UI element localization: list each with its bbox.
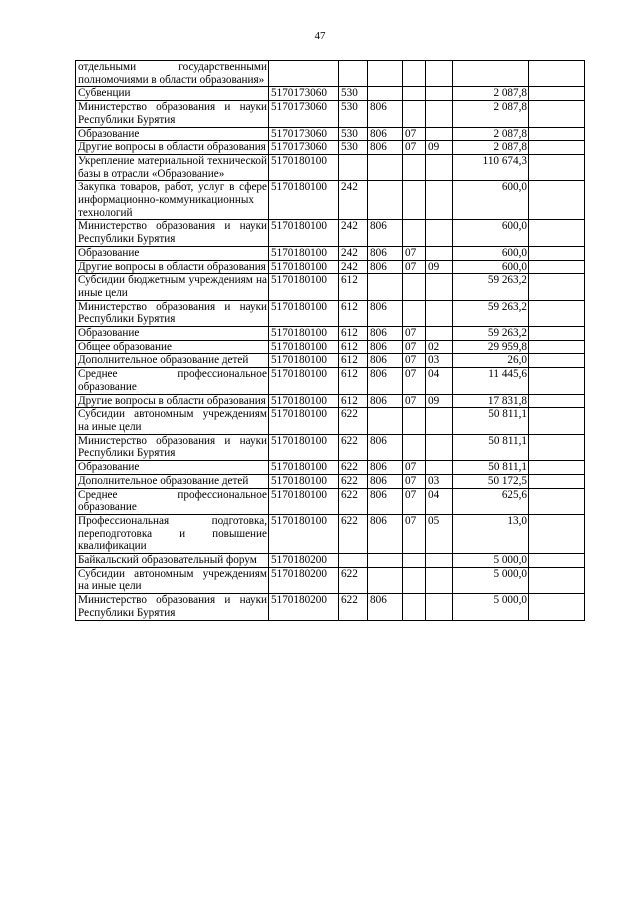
row-csr-cell: 5170180100 (269, 300, 339, 326)
row-extra-cell (529, 554, 585, 568)
row-amount-cell: 50 811,1 (453, 461, 529, 475)
row-amount-cell: 5 000,0 (453, 567, 529, 593)
row-grbs-cell: 806 (368, 141, 403, 155)
row-vr-cell: 622 (339, 434, 368, 460)
row-amount-cell: 110 674,3 (453, 154, 529, 180)
table-row (76, 461, 585, 475)
row-pr-cell: 02 (426, 340, 453, 354)
row-amount-cell: 59 263,2 (453, 327, 529, 341)
row-vr-cell: 612 (339, 300, 368, 326)
row-pr-cell: 09 (426, 141, 453, 155)
row-vr-cell: 622 (339, 474, 368, 488)
row-grbs-cell: 806 (368, 474, 403, 488)
table-row (76, 101, 585, 127)
row-name-cell: Субсидии автономным учреждениям на иные цели (76, 408, 269, 434)
table-row (76, 220, 585, 246)
table-row (76, 488, 585, 514)
row-vr-cell: 622 (339, 514, 368, 553)
row-extra-cell (529, 567, 585, 593)
row-vr-cell: 242 (339, 246, 368, 260)
row-extra-cell (529, 246, 585, 260)
row-vr-cell: 530 (339, 141, 368, 155)
row-csr-cell (269, 61, 339, 87)
row-rz-cell (403, 154, 426, 180)
row-csr-cell: 5170180100 (269, 340, 339, 354)
row-csr-cell: 5170180200 (269, 567, 339, 593)
row-pr-cell: 09 (426, 394, 453, 408)
table-row (76, 354, 585, 368)
row-rz-cell: 07 (403, 488, 426, 514)
row-extra-cell (529, 474, 585, 488)
row-rz-cell: 07 (403, 394, 426, 408)
row-vr-cell (339, 154, 368, 180)
row-vr-cell: 622 (339, 461, 368, 475)
row-amount-cell: 2 087,8 (453, 127, 529, 141)
row-pr-cell (426, 246, 453, 260)
row-name-cell: Субсидии бюджетным учреждениям на иные цели (76, 274, 269, 300)
row-grbs-cell (368, 567, 403, 593)
row-rz-cell: 07 (403, 354, 426, 368)
row-extra-cell (529, 461, 585, 475)
row-grbs-cell (368, 408, 403, 434)
row-pr-cell (426, 154, 453, 180)
row-csr-cell: 5170173060 (269, 87, 339, 101)
table-body (76, 61, 585, 621)
table-row (76, 514, 585, 553)
row-pr-cell (426, 327, 453, 341)
table-row (76, 368, 585, 394)
row-grbs-cell: 806 (368, 220, 403, 246)
row-amount-cell: 600,0 (453, 246, 529, 260)
row-pr-cell (426, 220, 453, 246)
row-name-cell: отдельными государственными полномочиями в области образования» (76, 61, 269, 87)
row-amount-cell: 50 811,1 (453, 434, 529, 460)
row-vr-cell: 530 (339, 127, 368, 141)
row-pr-cell (426, 127, 453, 141)
row-extra-cell (529, 87, 585, 101)
row-rz-cell (403, 87, 426, 101)
row-vr-cell: 242 (339, 260, 368, 274)
row-rz-cell (403, 594, 426, 620)
row-pr-cell: 04 (426, 368, 453, 394)
row-grbs-cell: 806 (368, 260, 403, 274)
row-name-cell: Общее образование (76, 340, 269, 354)
table-row (76, 327, 585, 341)
row-amount-cell: 2 087,8 (453, 141, 529, 155)
row-grbs-cell: 806 (368, 246, 403, 260)
row-extra-cell (529, 368, 585, 394)
row-vr-cell: 622 (339, 488, 368, 514)
row-grbs-cell (368, 181, 403, 220)
row-amount-cell: 50 172,5 (453, 474, 529, 488)
row-vr-cell (339, 61, 368, 87)
row-amount-cell: 600,0 (453, 260, 529, 274)
row-name-cell: Другие вопросы в области образования (76, 141, 269, 155)
table-row (76, 300, 585, 326)
row-rz-cell (403, 434, 426, 460)
row-rz-cell (403, 220, 426, 246)
row-pr-cell (426, 461, 453, 475)
row-extra-cell (529, 274, 585, 300)
table-row (76, 246, 585, 260)
row-extra-cell (529, 488, 585, 514)
table-row (76, 61, 585, 87)
row-amount-cell: 625,6 (453, 488, 529, 514)
row-rz-cell: 07 (403, 246, 426, 260)
row-grbs-cell: 806 (368, 434, 403, 460)
row-rz-cell: 07 (403, 340, 426, 354)
row-extra-cell (529, 127, 585, 141)
row-vr-cell: 612 (339, 274, 368, 300)
row-name-cell: Укрепление материальной технической базы в отрасли «Образование» (76, 154, 269, 180)
row-csr-cell: 5170173060 (269, 127, 339, 141)
row-rz-cell (403, 300, 426, 326)
row-amount-cell: 11 445,6 (453, 368, 529, 394)
row-grbs-cell: 806 (368, 354, 403, 368)
row-vr-cell: 612 (339, 354, 368, 368)
row-csr-cell: 5170180100 (269, 274, 339, 300)
row-amount-cell: 5 000,0 (453, 554, 529, 568)
row-vr-cell: 622 (339, 408, 368, 434)
row-amount-cell: 50 811,1 (453, 408, 529, 434)
row-pr-cell: 04 (426, 488, 453, 514)
row-csr-cell: 5170180200 (269, 554, 339, 568)
row-rz-cell (403, 408, 426, 434)
row-pr-cell (426, 434, 453, 460)
row-grbs-cell (368, 554, 403, 568)
row-extra-cell (529, 61, 585, 87)
row-rz-cell: 07 (403, 260, 426, 274)
row-amount-cell: 59 263,2 (453, 274, 529, 300)
row-name-cell: Субсидии автономным учреждениям на иные цели (76, 567, 269, 593)
row-rz-cell (403, 567, 426, 593)
row-csr-cell: 5170180100 (269, 154, 339, 180)
row-amount-cell: 5 000,0 (453, 594, 529, 620)
row-amount-cell: 2 087,8 (453, 101, 529, 127)
row-name-cell: Образование (76, 461, 269, 475)
row-grbs-cell: 806 (368, 127, 403, 141)
row-csr-cell: 5170180200 (269, 594, 339, 620)
row-vr-cell: 612 (339, 394, 368, 408)
row-extra-cell (529, 154, 585, 180)
row-extra-cell (529, 408, 585, 434)
table-row (76, 474, 585, 488)
row-pr-cell: 03 (426, 474, 453, 488)
row-grbs-cell: 806 (368, 368, 403, 394)
table-row (76, 408, 585, 434)
table-row (76, 567, 585, 593)
row-extra-cell (529, 260, 585, 274)
row-name-cell: Министерство образования и науки Республики Бурятия (76, 101, 269, 127)
row-name-cell: Образование (76, 127, 269, 141)
row-rz-cell: 07 (403, 514, 426, 553)
table-row (76, 141, 585, 155)
row-amount-cell: 29 959,8 (453, 340, 529, 354)
row-name-cell: Образование (76, 246, 269, 260)
row-rz-cell: 07 (403, 327, 426, 341)
row-vr-cell: 612 (339, 327, 368, 341)
row-extra-cell (529, 394, 585, 408)
row-pr-cell: 05 (426, 514, 453, 553)
table-row (76, 127, 585, 141)
row-name-cell: Субвенции (76, 87, 269, 101)
row-vr-cell: 242 (339, 181, 368, 220)
row-name-cell: Профессиональная подготовка, переподготовка и повышение квалификации (76, 514, 269, 553)
row-pr-cell (426, 87, 453, 101)
row-pr-cell (426, 61, 453, 87)
row-extra-cell (529, 327, 585, 341)
row-csr-cell: 5170173060 (269, 101, 339, 127)
table-row (76, 594, 585, 620)
row-amount-cell: 17 831,8 (453, 394, 529, 408)
row-amount-cell: 26,0 (453, 354, 529, 368)
row-grbs-cell: 806 (368, 300, 403, 326)
row-rz-cell (403, 554, 426, 568)
row-amount-cell: 13,0 (453, 514, 529, 553)
row-pr-cell (426, 567, 453, 593)
row-csr-cell: 5170180100 (269, 354, 339, 368)
row-csr-cell: 5170180100 (269, 488, 339, 514)
row-extra-cell (529, 340, 585, 354)
budget-table (75, 60, 585, 621)
row-extra-cell (529, 181, 585, 220)
row-csr-cell: 5170180100 (269, 368, 339, 394)
row-rz-cell (403, 61, 426, 87)
row-rz-cell: 07 (403, 127, 426, 141)
row-grbs-cell (368, 61, 403, 87)
table-row (76, 87, 585, 101)
row-name-cell: Дополнительное образование детей (76, 354, 269, 368)
row-grbs-cell: 806 (368, 394, 403, 408)
row-csr-cell: 5170180100 (269, 260, 339, 274)
row-vr-cell: 530 (339, 101, 368, 127)
row-vr-cell: 530 (339, 87, 368, 101)
row-amount-cell (453, 61, 529, 87)
row-extra-cell (529, 141, 585, 155)
row-grbs-cell: 806 (368, 488, 403, 514)
row-pr-cell: 03 (426, 354, 453, 368)
row-vr-cell: 612 (339, 368, 368, 394)
table-row (76, 181, 585, 220)
row-grbs-cell (368, 87, 403, 101)
row-pr-cell (426, 101, 453, 127)
row-extra-cell (529, 354, 585, 368)
row-grbs-cell: 806 (368, 594, 403, 620)
row-name-cell: Дополнительное образование детей (76, 474, 269, 488)
row-name-cell: Другие вопросы в области образования (76, 394, 269, 408)
row-extra-cell (529, 101, 585, 127)
row-name-cell: Байкальский образовательный форум (76, 554, 269, 568)
table-row (76, 554, 585, 568)
row-name-cell: Министерство образования и науки Республики Бурятия (76, 594, 269, 620)
row-vr-cell: 612 (339, 340, 368, 354)
row-grbs-cell (368, 274, 403, 300)
row-extra-cell (529, 434, 585, 460)
row-amount-cell: 59 263,2 (453, 300, 529, 326)
row-csr-cell: 5170180100 (269, 408, 339, 434)
table-row (76, 434, 585, 460)
table-row (76, 394, 585, 408)
row-grbs-cell: 806 (368, 461, 403, 475)
row-csr-cell: 5170180100 (269, 181, 339, 220)
row-rz-cell (403, 181, 426, 220)
row-extra-cell (529, 220, 585, 246)
row-pr-cell (426, 181, 453, 220)
row-rz-cell: 07 (403, 141, 426, 155)
row-extra-cell (529, 594, 585, 620)
row-amount-cell: 2 087,8 (453, 87, 529, 101)
row-pr-cell (426, 554, 453, 568)
row-grbs-cell: 806 (368, 327, 403, 341)
row-csr-cell: 5170180100 (269, 474, 339, 488)
row-name-cell: Министерство образования и науки Республики Бурятия (76, 220, 269, 246)
row-vr-cell: 622 (339, 567, 368, 593)
table-row (76, 154, 585, 180)
row-extra-cell (529, 300, 585, 326)
row-rz-cell: 07 (403, 368, 426, 394)
row-amount-cell: 600,0 (453, 181, 529, 220)
row-grbs-cell (368, 154, 403, 180)
row-csr-cell: 5170180100 (269, 220, 339, 246)
row-grbs-cell: 806 (368, 514, 403, 553)
row-amount-cell: 600,0 (453, 220, 529, 246)
row-vr-cell: 622 (339, 594, 368, 620)
row-vr-cell: 242 (339, 220, 368, 246)
row-csr-cell: 5170180100 (269, 246, 339, 260)
row-csr-cell: 5170180100 (269, 394, 339, 408)
row-name-cell: Другие вопросы в области образования (76, 260, 269, 274)
table-row (76, 340, 585, 354)
row-grbs-cell: 806 (368, 101, 403, 127)
row-pr-cell (426, 300, 453, 326)
row-pr-cell (426, 408, 453, 434)
row-rz-cell: 07 (403, 474, 426, 488)
row-csr-cell: 5170180100 (269, 461, 339, 475)
row-csr-cell: 5170180100 (269, 327, 339, 341)
row-csr-cell: 5170180100 (269, 514, 339, 553)
row-csr-cell: 5170180100 (269, 434, 339, 460)
row-name-cell: Министерство образования и науки Республики Бурятия (76, 434, 269, 460)
row-extra-cell (529, 514, 585, 553)
row-rz-cell: 07 (403, 461, 426, 475)
row-pr-cell: 09 (426, 260, 453, 274)
table-row (76, 274, 585, 300)
row-csr-cell: 5170173060 (269, 141, 339, 155)
row-name-cell: Среднее профессиональное образование (76, 488, 269, 514)
row-name-cell: Образование (76, 327, 269, 341)
row-name-cell: Министерство образования и науки Республики Бурятия (76, 300, 269, 326)
row-pr-cell (426, 594, 453, 620)
row-rz-cell (403, 101, 426, 127)
row-pr-cell (426, 274, 453, 300)
page-number: 47 (314, 30, 326, 42)
table-row (76, 260, 585, 274)
row-name-cell: Среднее профессиональное образование (76, 368, 269, 394)
row-vr-cell (339, 554, 368, 568)
row-rz-cell (403, 274, 426, 300)
row-grbs-cell: 806 (368, 340, 403, 354)
row-name-cell: Закупка товаров, работ, услуг в сфере информационно-коммуникационных технологий (76, 181, 269, 220)
